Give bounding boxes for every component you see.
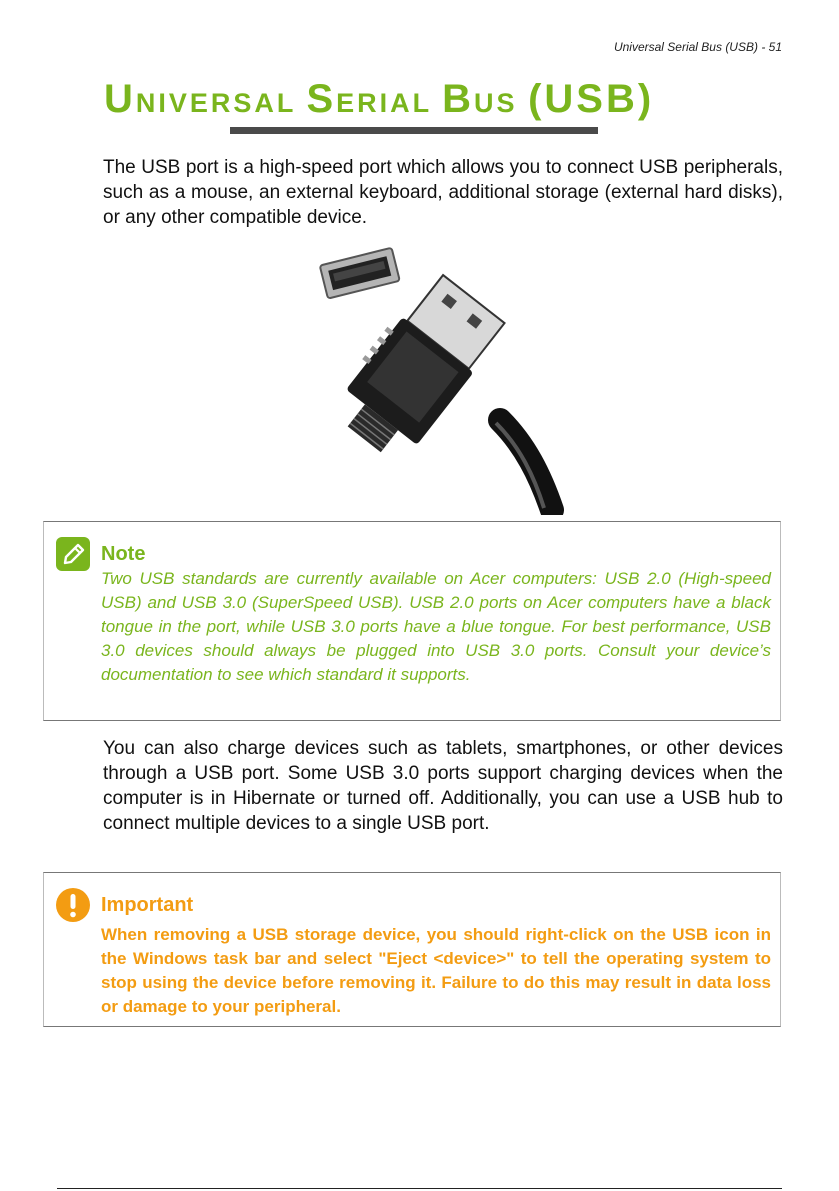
- usb-connector-illustration: [300, 240, 570, 515]
- important-text: When removing a USB storage device, you should right-click on the USB icon in the Windows task bar and select "Eject <device>" to tell the operating system to stop using the device before removing it. Failure to do this may result in data loss or damage to your peripheral.: [101, 925, 771, 1016]
- intro-paragraph: The USB port is a high-speed port which allows you to connect USB peripherals, such as a mouse, an external keyboard, additional storage (external hard disks), or any other compatible device.: [103, 157, 783, 228]
- title-underline: [230, 127, 598, 134]
- note-text: Two USB standards are currently available on Acer computers: USB 2.0 (High-speed USB) and USB 3.0 (SuperSpeed USB). USB 2.0 ports on Acer computers have a black tongue in the port, while USB 3.0 ports have a blue tongue. For best performance, USB 3.0 devices should always be plugged into USB 3.0 ports. Consult your device’s documentation to see which standard it supports.: [101, 569, 771, 684]
- pencil-icon: [56, 537, 90, 571]
- important-title: Important: [101, 894, 194, 916]
- note-title: Note: [101, 543, 146, 565]
- page-title: UNIVERSAL SERIAL BUS (USB): [104, 77, 655, 121]
- charging-paragraph: You can also charge devices such as tablets, smartphones, or other devices through a USB port. Some USB 3.0 ports support charging devices when the computer is in Hibernate or turned off. Additionally, you can use a USB hub to connect multiple devices to a single USB port.: [103, 738, 783, 834]
- important-callout: [43, 872, 781, 1027]
- footer-rule: [57, 1188, 782, 1189]
- note-callout: [43, 521, 781, 721]
- exclamation-icon: [56, 888, 90, 922]
- running-header: Universal Serial Bus (USB) - 51: [613, 40, 782, 54]
